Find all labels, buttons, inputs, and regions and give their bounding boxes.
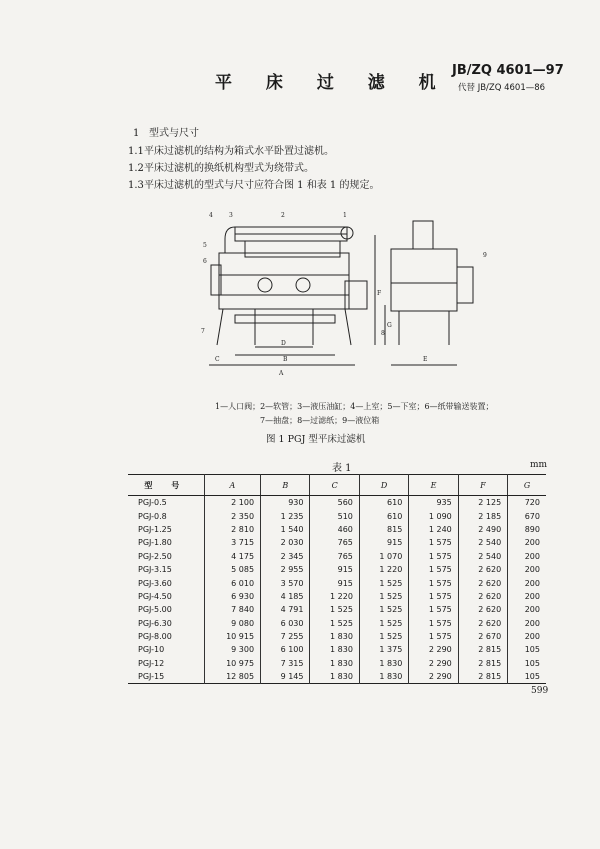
column-header: C bbox=[310, 475, 359, 496]
table-cell: 1 575 bbox=[409, 617, 458, 630]
table-cell: 610 bbox=[359, 509, 408, 522]
table-row bbox=[128, 536, 546, 549]
table-cell: 915 bbox=[359, 536, 408, 549]
table-cell: 200 bbox=[508, 536, 546, 549]
table-cell: 1 525 bbox=[359, 590, 408, 603]
table-cell: 5 085 bbox=[204, 563, 260, 576]
roller bbox=[296, 278, 310, 292]
level-box bbox=[457, 267, 473, 303]
table-cell: 1 525 bbox=[359, 630, 408, 643]
dim-c: C bbox=[215, 356, 220, 363]
callout-8: 8 bbox=[381, 330, 385, 337]
side-view-body bbox=[391, 283, 457, 311]
table-cell: 765 bbox=[310, 536, 359, 549]
table-cell: PGJ-0.8 bbox=[138, 511, 167, 521]
table-row bbox=[128, 617, 546, 630]
table-cell: 1 830 bbox=[359, 657, 408, 670]
column-header: B bbox=[261, 475, 310, 496]
table-cell: PGJ-0.5 bbox=[138, 498, 167, 508]
table-cell: 6 010 bbox=[204, 576, 260, 589]
table-cell: PGJ-12 bbox=[138, 658, 165, 668]
table-cell: 2 810 bbox=[204, 523, 260, 536]
callout-5: 5 bbox=[203, 242, 207, 249]
table-cell: 200 bbox=[508, 630, 546, 643]
table-body bbox=[128, 496, 546, 684]
roller bbox=[258, 278, 272, 292]
table-row bbox=[128, 523, 546, 536]
table-cell: PGJ-5.00 bbox=[138, 605, 172, 615]
table-cell: 1 070 bbox=[359, 550, 408, 563]
dim-b: B bbox=[283, 356, 288, 363]
side-view-tank bbox=[391, 249, 457, 283]
table-caption: 表 1 bbox=[332, 463, 352, 474]
table-cell: 2 350 bbox=[204, 509, 260, 522]
table-cell: PGJ-15 bbox=[138, 672, 165, 682]
table-cell: 670 bbox=[508, 509, 546, 522]
dim-f: F bbox=[377, 290, 382, 297]
table-cell: 105 bbox=[508, 657, 546, 670]
table-cell: PGJ-1.25 bbox=[138, 524, 172, 534]
callout-7: 7 bbox=[201, 328, 205, 335]
table-cell: PGJ-4.50 bbox=[138, 591, 172, 601]
table-cell: 10 915 bbox=[204, 630, 260, 643]
table-cell: 4 185 bbox=[261, 590, 310, 603]
table-cell: 2 290 bbox=[409, 643, 458, 656]
table-cell: 200 bbox=[508, 590, 546, 603]
callout-9: 9 bbox=[483, 252, 487, 259]
table-cell: PGJ-6.30 bbox=[138, 618, 172, 628]
table-cell: 200 bbox=[508, 550, 546, 563]
section-item: 1.2平床过滤机的换纸机构型式为绕带式。 bbox=[128, 163, 314, 174]
table-cell: 1 830 bbox=[310, 643, 359, 656]
table-cell: 2 670 bbox=[458, 630, 507, 643]
column-header: 型 号 bbox=[128, 475, 204, 496]
table-row bbox=[128, 496, 546, 510]
table-cell: 1 525 bbox=[359, 603, 408, 616]
callout-4: 4 bbox=[209, 212, 213, 219]
table-cell: 1 525 bbox=[310, 617, 359, 630]
table-cell: PGJ-10 bbox=[138, 645, 165, 655]
table-cell: 2 620 bbox=[458, 590, 507, 603]
table-row bbox=[128, 630, 546, 643]
table-cell: 4 175 bbox=[204, 550, 260, 563]
table-cell: 2 290 bbox=[409, 670, 458, 684]
table-cell: 1 575 bbox=[409, 603, 458, 616]
dim-e: E bbox=[423, 356, 428, 363]
table-cell: 2 620 bbox=[458, 603, 507, 616]
table-cell: 560 bbox=[310, 496, 359, 510]
table-cell: 2 620 bbox=[458, 617, 507, 630]
table-cell: 9 300 bbox=[204, 643, 260, 656]
table-cell: 935 bbox=[409, 496, 458, 510]
callout-3: 3 bbox=[229, 212, 233, 219]
table-row bbox=[128, 670, 546, 684]
table-cell: PGJ-8.00 bbox=[138, 632, 172, 642]
table-row bbox=[128, 603, 546, 616]
table-cell: 1 830 bbox=[359, 670, 408, 684]
table-cell: 2 540 bbox=[458, 536, 507, 549]
column-header: A bbox=[204, 475, 260, 496]
table-row bbox=[128, 576, 546, 589]
table-cell: 12 805 bbox=[204, 670, 260, 684]
table-cell: 6 030 bbox=[261, 617, 310, 630]
table-cell: 1 220 bbox=[310, 590, 359, 603]
table-cell: 1 540 bbox=[261, 523, 310, 536]
dimension-table bbox=[128, 474, 546, 684]
table-cell: PGJ-1.80 bbox=[138, 538, 172, 548]
table-cell: 1 575 bbox=[409, 550, 458, 563]
table-cell: PGJ-2.50 bbox=[138, 551, 172, 561]
table-cell: 9 080 bbox=[204, 617, 260, 630]
table-cell: 915 bbox=[310, 563, 359, 576]
table-cell: 10 975 bbox=[204, 657, 260, 670]
table-cell: 6 930 bbox=[204, 590, 260, 603]
table-cell: 720 bbox=[508, 496, 546, 510]
table-cell: 2 490 bbox=[458, 523, 507, 536]
table-cell: 1 830 bbox=[310, 630, 359, 643]
machine-body bbox=[219, 253, 349, 309]
callout-1: 1 bbox=[343, 212, 347, 219]
section-item: 1.3平床过滤机的型式与尺寸应符合图 1 和表 1 的规定。 bbox=[128, 180, 380, 191]
table-cell: 1 830 bbox=[310, 657, 359, 670]
table-cell: 1 525 bbox=[310, 603, 359, 616]
hose bbox=[225, 227, 235, 253]
figure-legend: 1—人口阀；2—软管；3—液压油缸；4—上室；5—下室；6—纸带输送装置； bbox=[215, 402, 494, 411]
table-cell: 2 815 bbox=[458, 670, 507, 684]
column-header: G bbox=[508, 475, 546, 496]
table-cell: 7 315 bbox=[261, 657, 310, 670]
table-cell: 200 bbox=[508, 603, 546, 616]
table-cell: 105 bbox=[508, 643, 546, 656]
table-cell: 2 815 bbox=[458, 643, 507, 656]
table-cell: 1 235 bbox=[261, 509, 310, 522]
table-cell: 1 575 bbox=[409, 563, 458, 576]
table-cell: 200 bbox=[508, 563, 546, 576]
column-header: E bbox=[409, 475, 458, 496]
table-cell: 890 bbox=[508, 523, 546, 536]
table-header-row bbox=[128, 475, 546, 496]
dim-d: D bbox=[281, 340, 286, 347]
dim-a: A bbox=[279, 370, 284, 377]
table-cell: 815 bbox=[359, 523, 408, 536]
table-cell: 610 bbox=[359, 496, 408, 510]
table-cell: 2 620 bbox=[458, 563, 507, 576]
table-cell: 2 815 bbox=[458, 657, 507, 670]
table-cell: 105 bbox=[508, 670, 546, 684]
table-cell: 460 bbox=[310, 523, 359, 536]
table-cell: 200 bbox=[508, 617, 546, 630]
table-cell: 9 145 bbox=[261, 670, 310, 684]
table-cell: 1 830 bbox=[310, 670, 359, 684]
filter-machine-drawing bbox=[195, 205, 505, 383]
table-cell: PGJ-3.60 bbox=[138, 578, 172, 588]
section-heading: 1 型式与尺寸 bbox=[133, 128, 199, 139]
page-number: 599 bbox=[531, 686, 549, 696]
table-row bbox=[128, 563, 546, 576]
table-cell: 1 220 bbox=[359, 563, 408, 576]
table-cell: 1 575 bbox=[409, 630, 458, 643]
table-cell: 1 575 bbox=[409, 590, 458, 603]
table-cell: 200 bbox=[508, 576, 546, 589]
callout-2: 2 bbox=[281, 212, 285, 219]
table-cell: 1 525 bbox=[359, 617, 408, 630]
table-cell: 2 345 bbox=[261, 550, 310, 563]
page-title: 平 床 过 滤 机 bbox=[215, 73, 450, 93]
table-cell: 1 375 bbox=[359, 643, 408, 656]
table-unit: mm bbox=[530, 460, 548, 470]
table-cell: 930 bbox=[261, 496, 310, 510]
table-cell: 765 bbox=[310, 550, 359, 563]
table-cell: 2 620 bbox=[458, 576, 507, 589]
table-cell: 7 840 bbox=[204, 603, 260, 616]
table-cell: 2 290 bbox=[409, 657, 458, 670]
table-cell: 4 791 bbox=[261, 603, 310, 616]
table-cell: 3 570 bbox=[261, 576, 310, 589]
table-row bbox=[128, 643, 546, 656]
table-cell: 2 540 bbox=[458, 550, 507, 563]
table-row bbox=[128, 590, 546, 603]
table-row bbox=[128, 509, 546, 522]
table-cell: 6 100 bbox=[261, 643, 310, 656]
drain-tray bbox=[235, 315, 335, 323]
table-row bbox=[128, 550, 546, 563]
section-item: 1.1平床过滤机的结构为箱式水平卧置过滤机。 bbox=[128, 146, 334, 157]
replaces-standard: 代替 JB/ZQ 4601—86 bbox=[458, 83, 546, 93]
table-cell: 1 575 bbox=[409, 536, 458, 549]
table-cell: 2 030 bbox=[261, 536, 310, 549]
table-cell: 1 525 bbox=[359, 576, 408, 589]
level-tank bbox=[413, 221, 433, 249]
table-cell: 510 bbox=[310, 509, 359, 522]
table-cell: 2 100 bbox=[204, 496, 260, 510]
table-cell: 2 185 bbox=[458, 509, 507, 522]
upper-chamber bbox=[245, 241, 340, 257]
table-row bbox=[128, 657, 546, 670]
table-cell: 2 955 bbox=[261, 563, 310, 576]
column-header: F bbox=[458, 475, 507, 496]
dim-g: G bbox=[387, 322, 392, 329]
column-header: D bbox=[359, 475, 408, 496]
table-cell: 915 bbox=[310, 576, 359, 589]
table-cell: 3 715 bbox=[204, 536, 260, 549]
table-cell: 2 125 bbox=[458, 496, 507, 510]
table-cell: 7 255 bbox=[261, 630, 310, 643]
table-cell: 1 090 bbox=[409, 509, 458, 522]
standard-number: JB/ZQ 4601—97 bbox=[452, 63, 564, 78]
table-cell: 1 240 bbox=[409, 523, 458, 536]
callout-6: 6 bbox=[203, 258, 207, 265]
table-cell: PGJ-3.15 bbox=[138, 565, 172, 575]
figure-caption: 图 1 PGJ 型平床过滤机 bbox=[266, 434, 366, 445]
table-cell: 1 575 bbox=[409, 576, 458, 589]
figure-legend: 7—抽盘；8—过滤纸；9—液位箱 bbox=[260, 416, 380, 425]
